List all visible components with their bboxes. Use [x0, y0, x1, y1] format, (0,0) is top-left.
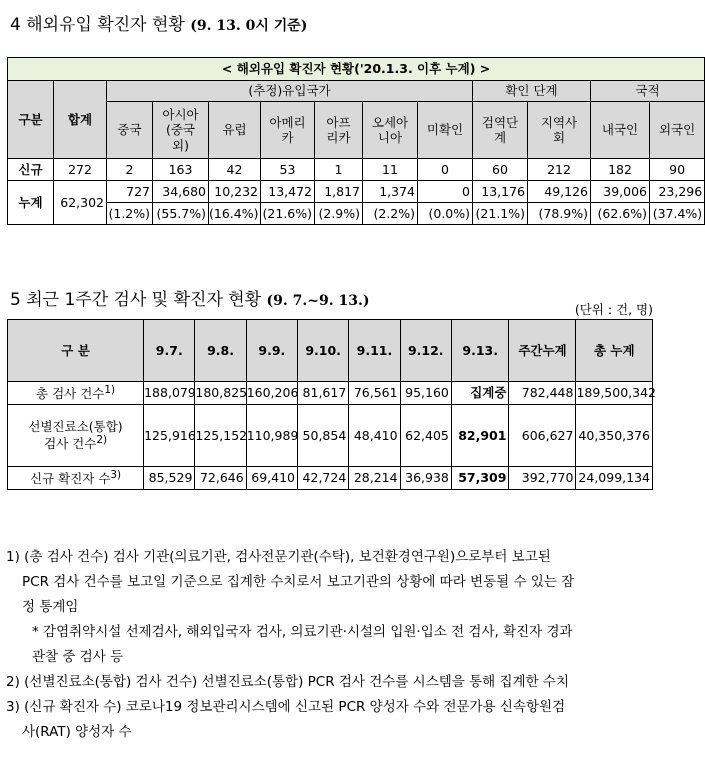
header-col: 중국 [107, 102, 153, 159]
header-total: 합계 [54, 81, 107, 159]
header-origin-group: (추정)유입국가 [107, 81, 473, 102]
subheader-row [8, 102, 705, 159]
table-cell: 39,006 [591, 181, 650, 203]
table-cell: 82,901 [451, 405, 509, 467]
footnote-line: 정 통계임 [22, 599, 79, 615]
table-cell: 182 [591, 159, 650, 181]
table-caption: < 해외유입 확진자 현황('20.1.3. 이후 누계) > [8, 58, 705, 81]
table-cell: 23,296 [650, 181, 705, 203]
table-cell: (2.2%) [363, 203, 418, 225]
table-cell: (37.4%) [650, 203, 705, 225]
table-cell: 606,627 [509, 405, 576, 467]
table-cell: 125,152 [195, 405, 246, 467]
table-row-new [8, 159, 705, 181]
unit-label: (단위 : 건, 명) [574, 302, 653, 317]
table-cell: 48,410 [349, 405, 400, 467]
header-nationality-group: 국적 [591, 81, 705, 102]
table-cell: 10,232 [209, 181, 261, 203]
header-col: 9.9. [246, 320, 297, 382]
header-col: 지역사 회 [528, 102, 591, 159]
table-cell: 90 [650, 159, 705, 181]
header-col: 구 분 [8, 320, 144, 382]
header-confirm-group: 확인 단계 [473, 81, 591, 102]
new-total: 272 [54, 159, 107, 181]
table-cell: 50,854 [298, 405, 349, 467]
table-cell: 727 [107, 181, 153, 203]
table-cell: 13,176 [473, 181, 528, 203]
row-label [8, 405, 144, 467]
footnote-line: 2) (선별진료소(통합) 검사 건수) 선별진료소(통합) PCR 검사 건수를 시스템을 통해 집계한 수치 [6, 674, 570, 690]
table-cell: 36,938 [400, 467, 451, 490]
table-cell: 28,214 [349, 467, 400, 490]
table-cell: (55.7%) [153, 203, 209, 225]
footnote-line: 1) (총 검사 건수) 검사 기관(의료기관, 검사전문기관(수탁), 보건환경연구원)으로부터 보고된 [6, 549, 551, 565]
row-label [8, 467, 144, 490]
section5-title: 5 최근 1주간 검사 및 확진자 현황 [10, 290, 262, 310]
table-cell: 57,309 [451, 467, 509, 490]
table-row [8, 405, 653, 467]
header-col: 미확인 [418, 102, 473, 159]
header-col: 9.12. [400, 320, 451, 382]
header-col: 유럽 [209, 102, 261, 159]
table-row-cumulative [8, 181, 705, 203]
header-col: 아시아 (중국 외) [153, 102, 209, 159]
header-col: 아프 리카 [315, 102, 363, 159]
table-cell: 1,374 [363, 181, 418, 203]
table-cell: 163 [153, 159, 209, 181]
section5-date: (9. 7.~9. 13.) [266, 293, 370, 309]
table-cell: 42,724 [298, 467, 349, 490]
table-cell: 0 [418, 181, 473, 203]
table-cell: 110,989 [246, 405, 297, 467]
footnote-ref: 2) [96, 434, 108, 447]
header-col: 9.13. [451, 320, 509, 382]
table-cell: 1,817 [315, 181, 363, 203]
table-cell: 40,350,376 [576, 405, 653, 467]
header-col: 9.10. [298, 320, 349, 382]
table-cell: 1 [315, 159, 363, 181]
section4-heading [10, 10, 307, 35]
table-cell: 34,680 [153, 181, 209, 203]
footnote-line: * 감염취약시설 선제검사, 해외입국자 검사, 의료기관·시설의 입원·입소 전 검사, 확진자 경과 [32, 624, 573, 640]
header-col: 외국인 [650, 102, 705, 159]
footnote-line: 3) (신규 확진자 수) 코로나19 정보관리시스템에 신고된 PCR 양성자 수와 전문가용 신속항원검 [6, 699, 566, 715]
row-label-text: 선별진료소(통합) 검사 건수 [28, 418, 123, 452]
table-cell: 2 [107, 159, 153, 181]
table-row [8, 382, 653, 405]
header-col: 내국인 [591, 102, 650, 159]
table-cell: 160,206 [246, 382, 297, 405]
table-cell: 76,561 [349, 382, 400, 405]
table-row-percent [8, 203, 705, 225]
table-cell: 42 [209, 159, 261, 181]
header-col: 9.7. [144, 320, 195, 382]
header-col: 검역단 계 [473, 102, 528, 159]
table-cell: 60 [473, 159, 528, 181]
footnote-ref: 3) [110, 469, 122, 482]
table-cell: (21.6%) [261, 203, 315, 225]
table-cell: 782,448 [509, 382, 576, 405]
weekly-tests-table [7, 319, 656, 490]
table-cell: 212 [528, 159, 591, 181]
footnote-line: 사(RAT) 양성자 수 [22, 724, 132, 740]
table-cell: 62,405 [400, 405, 451, 467]
table-cell: 180,825 [195, 382, 246, 405]
table-cell: 85,529 [144, 467, 195, 490]
header-col: 오세아 니아 [363, 102, 418, 159]
table-cell: 24,099,134 [576, 467, 653, 490]
table-cell: 69,410 [246, 467, 297, 490]
table-cell: (21.1%) [473, 203, 528, 225]
section4-date: (9. 13. 0시 기준) [190, 18, 308, 34]
footnote-ref: 1) [104, 384, 116, 397]
header-gubun: 구분 [8, 81, 54, 159]
header-col: 아메리 카 [261, 102, 315, 159]
table-cell: 81,617 [298, 382, 349, 405]
footnotes [6, 545, 662, 745]
table-cell: (0.0%) [418, 203, 473, 225]
table-cell: 11 [363, 159, 418, 181]
header-col: 9.8. [195, 320, 246, 382]
row-label-text: 총 검사 건수 [36, 386, 105, 402]
footnote-line: PCR 검사 건수를 보고일 기준으로 집계한 수치로서 보고기관의 상황에 따라 변동될 수 있는 잠 [22, 574, 575, 590]
header-row [8, 320, 653, 382]
table-cell: 188,079 [144, 382, 195, 405]
table-row [8, 467, 653, 490]
row-label-cumulative: 누계 [8, 181, 54, 225]
table-cell: (62.6%) [591, 203, 650, 225]
table-cell: 392,770 [509, 467, 576, 490]
section4-title: 4 해외유입 확진자 현황 [10, 15, 185, 35]
row-label-new: 신규 [8, 159, 54, 181]
table-cell: 72,646 [195, 467, 246, 490]
table-cell: 189,500,342 [576, 382, 653, 405]
cumulative-total: 62,302 [54, 181, 107, 225]
header-col: 9.11. [349, 320, 400, 382]
section5-heading [10, 285, 369, 310]
header-col: 주간누계 [509, 320, 576, 382]
table-cell: 13,472 [261, 181, 315, 203]
row-label-text: 신규 확진자 수 [30, 471, 111, 487]
table-cell: (2.9%) [315, 203, 363, 225]
table-cell: 49,126 [528, 181, 591, 203]
table-cell: (16.4%) [209, 203, 261, 225]
table-cell: 집계중 [451, 382, 509, 405]
row-label [8, 382, 144, 405]
table-cell: 53 [261, 159, 315, 181]
table-cell: (1.2%) [107, 203, 153, 225]
table-cell: 125,916 [144, 405, 195, 467]
table-cell: 0 [418, 159, 473, 181]
footnote-line: 관찰 중 검사 등 [32, 649, 124, 665]
table-cell: 95,160 [400, 382, 451, 405]
overseas-cases-table [7, 57, 705, 225]
header-col: 총 누계 [576, 320, 653, 382]
table-cell: (78.9%) [528, 203, 591, 225]
